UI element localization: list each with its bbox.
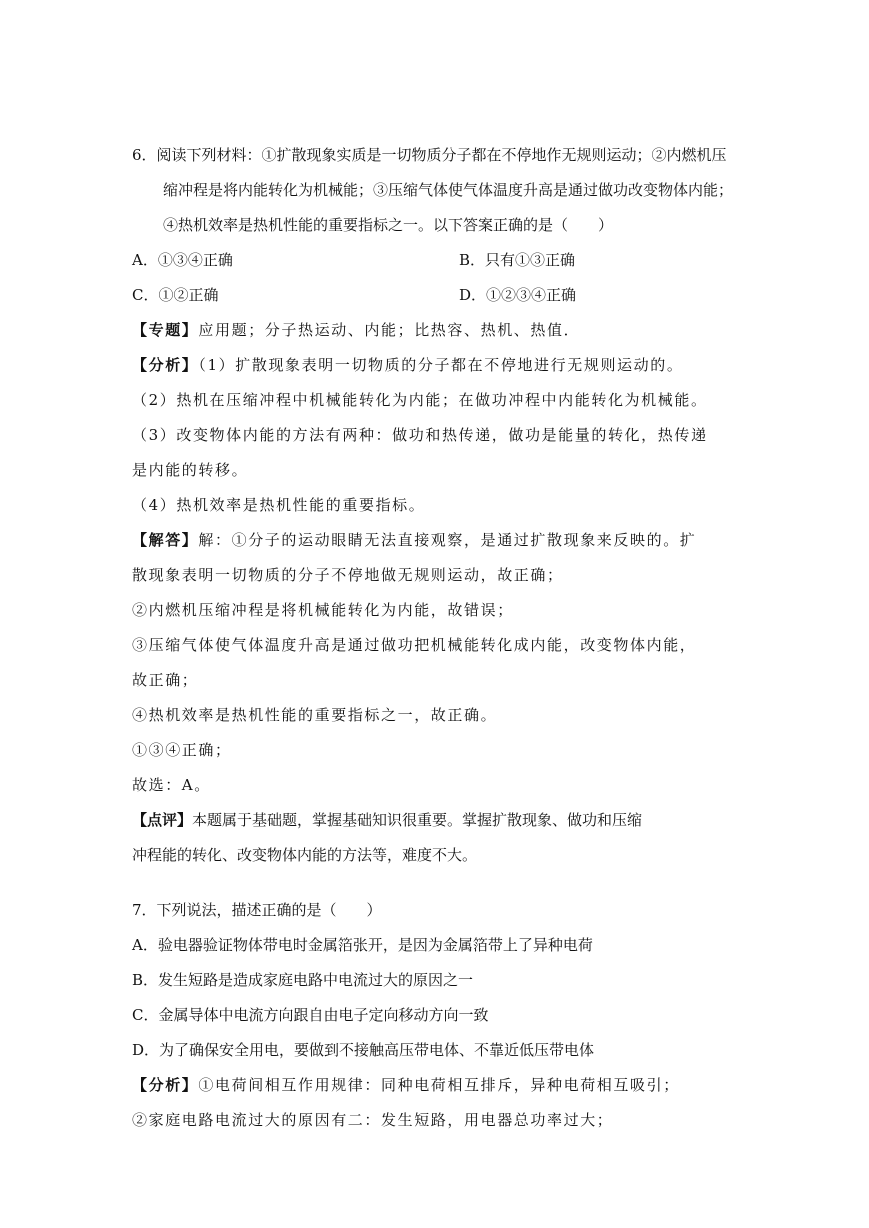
q6-fenxi-line-1: （1）扩散现象表明一切物质的分子都在不停地进行无规则运动的。 — [198, 356, 684, 374]
q7-fenxi — [132, 1075, 680, 1095]
q6-jieda-line-3: ②内燃机压缩冲程是将机械能转化为内能，故错误； — [132, 601, 514, 619]
q7-option-a: A．验电器验证物体带电时金属箔张开，是因为金属箔带上了异种电荷 — [132, 936, 593, 954]
q7-fenxi-tag: 【分析】 — [132, 1076, 199, 1094]
q6-stem-line-1: 6．阅读下列材料：①扩散现象实质是一切物质分子都在不停地作无规则运动；②内燃机压 — [132, 146, 727, 164]
q6-jieda-tag: 【解答】 — [132, 531, 199, 549]
q6-dianping-line-2: 冲程能的转化、改变物体内能的方法等，难度不大。 — [132, 846, 478, 864]
q6-zhuanti — [132, 320, 580, 340]
q6-option-c: C．①②正确 — [132, 286, 219, 304]
q6-jieda-line-6: ④热机效率是热机性能的重要指标之一，故正确。 — [132, 706, 498, 724]
q6-jieda-line-7: ①③④正确； — [132, 741, 232, 759]
q7-option-c: C．金属导体中电流方向跟自由电子定向移动方向一致 — [132, 1006, 489, 1024]
q6-fenxi-tag: 【分析】 — [132, 356, 199, 374]
q6-jieda-line-1: 解：①分子的运动眼睛无法直接观察，是通过扩散现象来反映的。扩 — [198, 531, 697, 549]
q6-jieda-line-5: 故正确； — [132, 671, 199, 689]
q7-fenxi-line-2: ②家庭电路电流过大的原因有二：发生短路，用电器总功率过大； — [132, 1111, 614, 1129]
q6-stem-line-2: 缩冲程是将内能转化为机械能；③压缩气体使气体温度升高是通过做功改变物体内能； — [163, 181, 734, 199]
q6-fenxi — [132, 355, 683, 375]
q6-fenxi-line-4: 是内能的转移。 — [132, 461, 249, 479]
q7-fenxi-line-1: ①电荷间相互作用规律：同种电荷相互排斥，异种电荷相互吸引； — [198, 1076, 680, 1094]
q7-option-b: B．发生短路是造成家庭电路中电流过大的原因之一 — [132, 971, 474, 989]
q7-option-d: D．为了确保安全用电，要做到不接触高压带电体、不靠近低压带电体 — [132, 1041, 595, 1059]
q6-option-b: B．只有①③正确 — [459, 251, 576, 269]
q6-jieda-line-2: 散现象表明一切物质的分子不停地做无规则运动，故正确； — [132, 566, 564, 584]
q6-dianping-tag: 【点评】 — [132, 811, 193, 829]
q6-jieda — [132, 530, 696, 550]
q6-dianping-line-1: 本题属于基础题，掌握基础知识很重要。掌握扩散现象、做功和压缩 — [192, 811, 643, 829]
q6-option-d: D．①②③④正确 — [459, 286, 577, 304]
q6-stem-line-3: ④热机效率是热机性能的重要指标之一。以下答案正确的是（ ） — [163, 216, 614, 234]
q6-fenxi-line-2: （2）热机在压缩冲程中机械能转化为内能；在做功冲程中内能转化为机械能。 — [132, 391, 708, 409]
q6-zhuanti-text: 应用题；分子热运动、内能；比热容、热机、热值． — [198, 321, 581, 339]
q6-fenxi-line-5: （4）热机效率是热机性能的重要指标。 — [132, 496, 426, 514]
q6-jieda-line-8: 故选：A。 — [132, 776, 211, 794]
q7-stem: 7．下列说法，描述正确的是（ ） — [132, 901, 382, 919]
q6-jieda-line-4: ③压缩气体使气体温度升高是通过做功把机械能转化成内能，改变物体内能， — [132, 636, 697, 654]
q6-zhuanti-tag: 【专题】 — [132, 321, 199, 339]
q6-fenxi-line-3: （3）改变物体内能的方法有两种：做功和热传递，做功是能量的转化，热传递 — [132, 426, 708, 444]
q6-dianping — [132, 810, 642, 830]
q6-option-a: A．①③④正确 — [132, 251, 233, 269]
